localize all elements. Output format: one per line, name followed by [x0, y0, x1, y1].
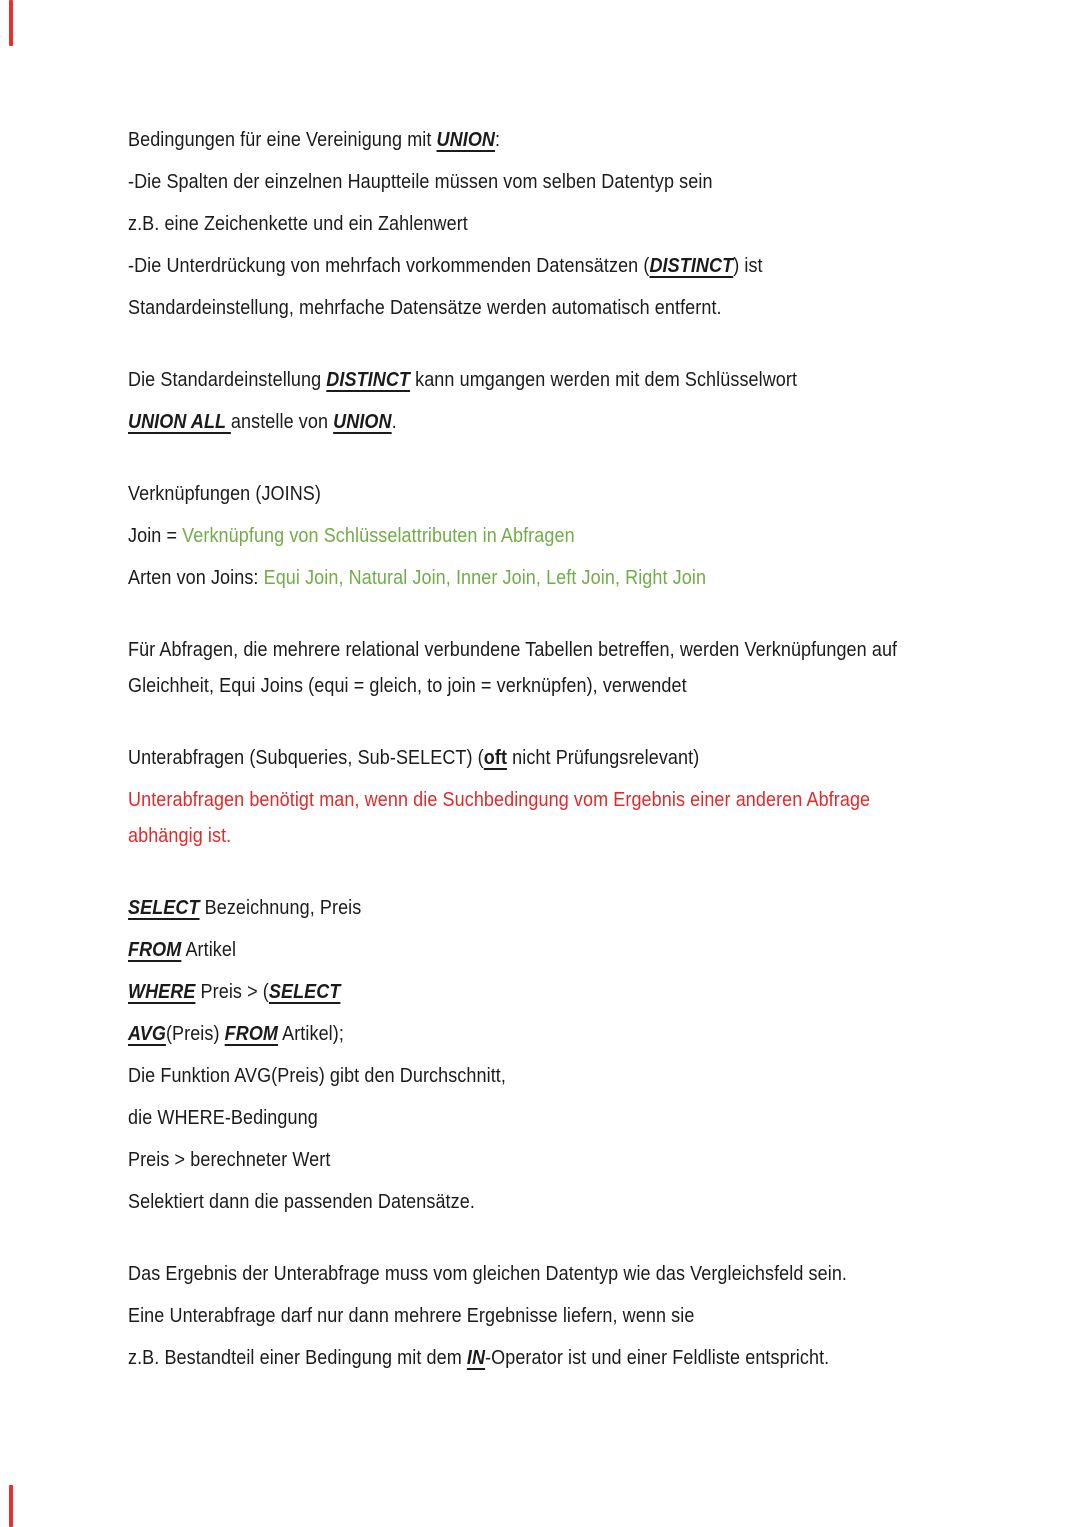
subqueries-note-red	[128, 782, 1028, 854]
red-text-run: abhängig ist.	[128, 825, 232, 847]
text-run: Die Funktion AVG(Preis) gibt den Durchschnitt,	[128, 1065, 506, 1087]
subquery-multiple-results-rule	[128, 1298, 1080, 1334]
text-run: .	[391, 411, 397, 433]
text-run: Eine Unterabfrage darf nur dann mehrere Ergebnisse liefern, wenn sie	[128, 1305, 695, 1327]
text-run: -Die Spalten der einzelnen Hauptteile müssen vom selben Datentyp sein	[128, 171, 713, 193]
sql-avg-line	[128, 1016, 1080, 1052]
join-definition	[128, 518, 1080, 554]
keyword-in: IN	[466, 1347, 486, 1369]
text-run: Gleichheit, Equi Joins (equi = gleich, to join = verknüpfen), verwendet	[128, 675, 687, 697]
keyword-where: WHERE	[128, 981, 196, 1003]
subqueries-heading	[128, 740, 1080, 776]
in-operator-rule	[128, 1340, 1080, 1376]
text-run: Artikel);	[278, 1023, 344, 1045]
green-text-run: Equi Join, Natural Join, Inner Join, Left Join, Right Join	[263, 567, 707, 589]
keyword-avg: AVG	[128, 1023, 166, 1045]
text-run: z.B. Bestandteil einer Bedingung mit dem	[128, 1347, 467, 1369]
green-text-run: Verknüpfung von Schlüsselattributen in Abfragen	[182, 525, 575, 547]
red-text-run: Unterabfragen benötigt man, wenn die Suchbedingung vom Ergebnis einer anderen Abfrage	[128, 789, 871, 811]
text-run: Preis > berechneter Wert	[128, 1149, 331, 1171]
text-run: Unterabfragen (Subqueries, Sub-SELECT) (	[128, 747, 484, 769]
red-margin-mark-top	[9, 0, 13, 46]
text-run: Bedingungen für eine Vereinigung mit	[128, 129, 437, 151]
union-conditions-heading	[128, 122, 1080, 158]
text-run: Bezeichnung, Preis	[199, 897, 362, 919]
subquery-datatype-rule	[128, 1256, 1080, 1292]
text-run: (Preis)	[165, 1023, 225, 1045]
text-run: ) ist	[733, 255, 763, 277]
keyword-select: SELECT	[128, 897, 200, 919]
sql-from-line	[128, 932, 1080, 968]
text-run: anstelle von	[230, 411, 334, 433]
text-run: die WHERE-Bedingung	[128, 1107, 318, 1129]
text-run: Join =	[128, 525, 183, 547]
red-margin-mark-bottom	[9, 1485, 13, 1527]
distinct-override-line1	[128, 362, 1080, 398]
text-run: kann umgangen werden mit dem Schlüsselwort	[410, 369, 798, 391]
keyword-union: UNION	[333, 411, 392, 433]
document-body	[128, 122, 1080, 1382]
equi-joins-paragraph	[128, 632, 1028, 704]
text-run: Das Ergebnis der Unterabfrage muss vom gleichen Datentyp wie das Vergleichsfeld sein.	[128, 1263, 848, 1285]
where-explanation	[128, 1100, 1080, 1136]
avg-explanation	[128, 1058, 1080, 1094]
keyword-union: UNION	[436, 129, 496, 151]
union-condition-example	[128, 206, 1080, 242]
text-run: Verknüpfungen (JOINS)	[128, 483, 321, 505]
selection-result-explanation	[128, 1184, 1080, 1220]
joins-heading	[128, 476, 1080, 512]
keyword-from: FROM	[224, 1023, 279, 1045]
text-run: nicht Prüfungsrelevant)	[507, 747, 700, 769]
text-run: Für Abfragen, die mehrere relational verbundene Tabellen betreffen, werden Verknüpfungen auf	[128, 639, 898, 661]
text-run: -Operator ist und einer Feldliste entspricht.	[485, 1347, 830, 1369]
text-run: Preis > (	[195, 981, 269, 1003]
text-run: z.B. eine Zeichenkette und ein Zahlenwert	[128, 213, 468, 235]
union-condition-datatype	[128, 164, 1080, 200]
keyword-union-all: UNION ALL	[128, 411, 231, 433]
distinct-override-line2	[128, 404, 1080, 440]
keyword-distinct: DISTINCT	[649, 255, 734, 277]
sql-where-line	[128, 974, 1080, 1010]
emphasis-oft: oft	[483, 747, 508, 769]
text-run: Artikel	[181, 939, 237, 961]
keyword-select: SELECT	[268, 981, 341, 1003]
text-run: -Die Unterdrückung von mehrfach vorkommenden Datensätzen (	[128, 255, 650, 277]
text-run: Arten von Joins:	[128, 567, 264, 589]
union-condition-distinct-continued	[128, 290, 1080, 326]
keyword-distinct: DISTINCT	[326, 369, 411, 391]
join-types	[128, 560, 1080, 596]
price-comparison-explanation	[128, 1142, 1080, 1178]
text-run: :	[495, 129, 501, 151]
sql-select-line	[128, 890, 1080, 926]
text-run: Die Standardeinstellung	[128, 369, 327, 391]
union-condition-distinct	[128, 248, 1080, 284]
text-run: Selektiert dann die passenden Datensätze.	[128, 1191, 475, 1213]
text-run: Standardeinstellung, mehrfache Datensätze werden automatisch entfernt.	[128, 297, 722, 319]
keyword-from: FROM	[128, 939, 182, 961]
